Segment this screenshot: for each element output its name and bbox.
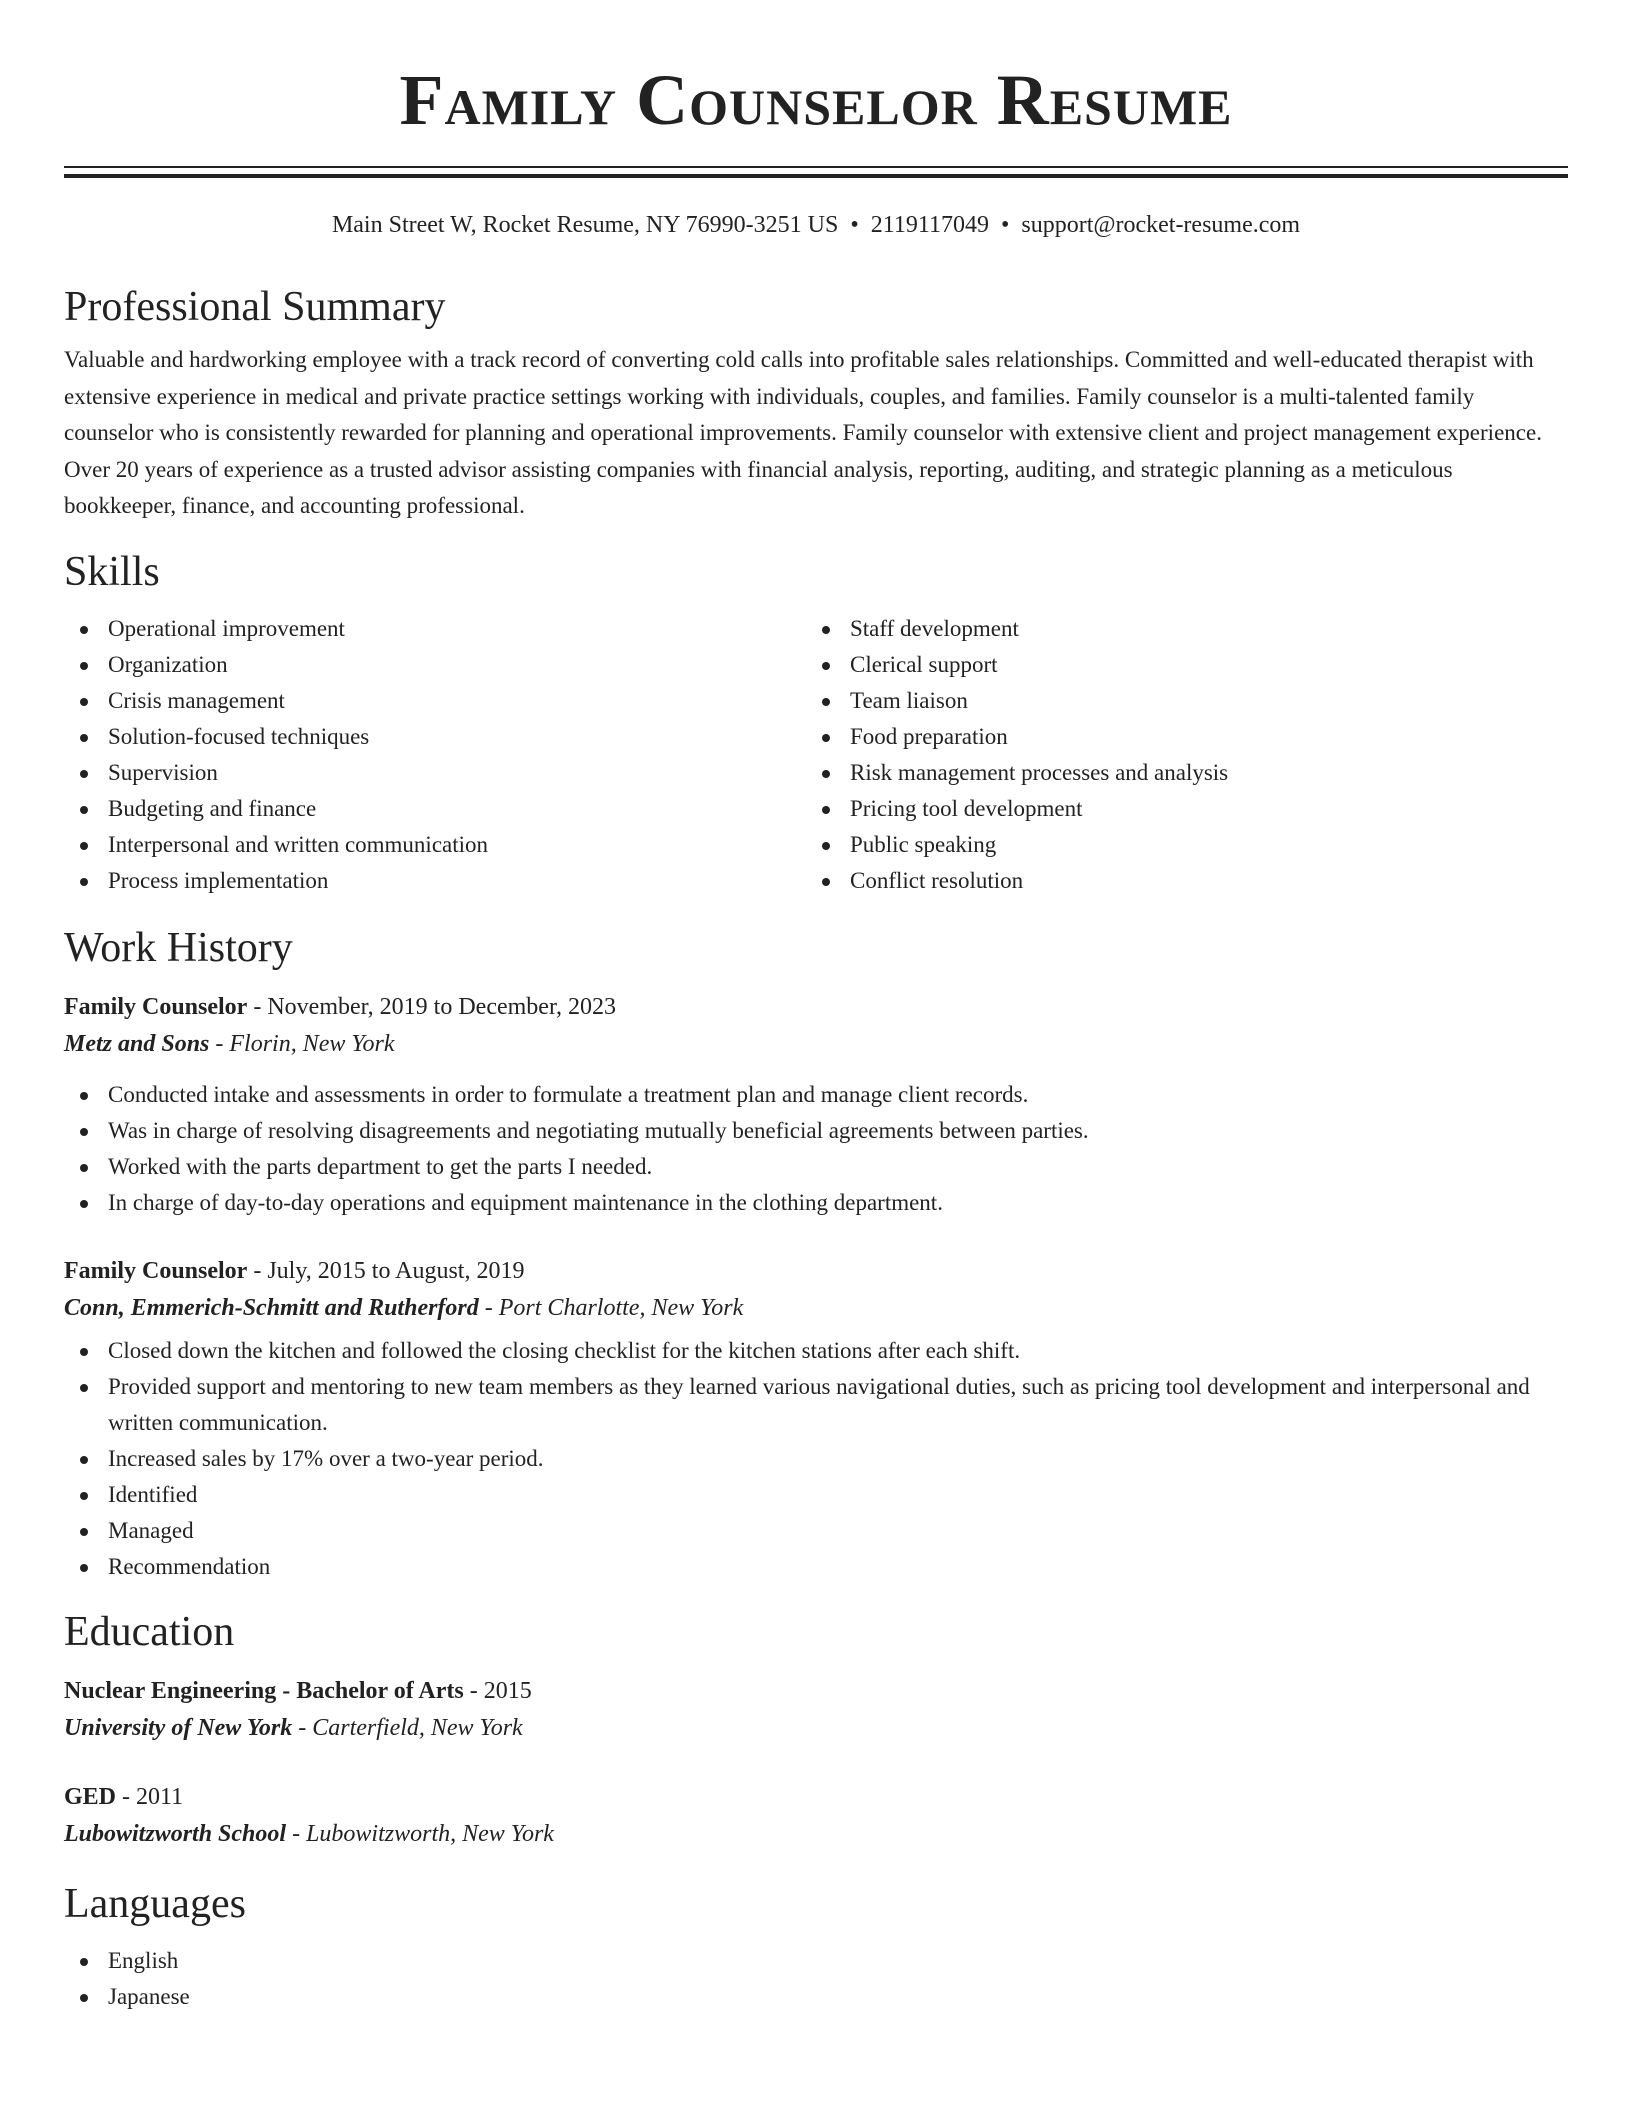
school-name: University of New York <box>64 1714 293 1741</box>
skill-item: Food preparation <box>806 719 1548 755</box>
languages-section <box>64 1879 1568 2015</box>
job-bullet: Was in charge of resolving disagreements and negotiating mutually beneficial agreements between parties. <box>64 1113 1568 1149</box>
job-bullet: Recommendation <box>64 1549 1568 1585</box>
contact-email: support@rocket-resume.com <box>1021 212 1301 238</box>
skill-item: Risk management processes and analysis <box>806 755 1548 791</box>
skill-item: Budgeting and finance <box>64 791 806 827</box>
summary-section <box>64 282 1568 525</box>
company-location: Port Charlotte, New York <box>498 1294 744 1321</box>
work-history-heading: Work History <box>64 924 293 971</box>
resume-page <box>64 0 1568 2015</box>
title-rule-thick <box>64 174 1568 178</box>
skill-item: Pricing tool development <box>806 791 1548 827</box>
summary-text: Valuable and hardworking employee with a track record of converting cold calls into profitable sales relationships. Committed and well-educated therapist with extensive experience in medical and private practice settings working with individuals, couples, and families. Family counselor is a multi-talented family counselor who is consistently rewarded for planning and operational improvements. Family counselor with extensive client and project management experience. Over 20 years of experience as a trusted advisor assisting companies with financial analysis, reporting, auditing, and strategic planning as a meticulous bookkeeper, finance, and accounting professional. <box>64 347 1542 518</box>
job-bullets <box>64 1333 1568 1585</box>
work-history-section <box>64 923 1568 1585</box>
skill-item: Clerical support <box>806 647 1548 683</box>
skills-list-left <box>64 611 806 899</box>
resume-title: Family Counselor Resume <box>399 60 1233 140</box>
summary-heading: Professional Summary <box>64 284 446 330</box>
skills-grid <box>64 611 1568 899</box>
skill-item: Interpersonal and written communication <box>64 827 806 863</box>
degree-year: 2015 <box>483 1677 532 1704</box>
contact-line <box>64 210 1568 240</box>
skill-item: Operational improvement <box>64 611 806 647</box>
skill-item: Staff development <box>806 611 1548 647</box>
contact-separator: • <box>850 212 859 238</box>
degree-name: GED <box>64 1783 117 1810</box>
title-rule-thin <box>64 166 1568 168</box>
skills-heading: Skills <box>64 548 160 595</box>
language-item: English <box>64 1943 1568 1979</box>
company-location: Florin, New York <box>229 1030 395 1057</box>
job-dates: July, 2015 to August, 2019 <box>267 1257 525 1284</box>
skill-item: Public speaking <box>806 827 1548 863</box>
job-bullet: Increased sales by 17% over a two-year period. <box>64 1441 1568 1477</box>
skill-item: Organization <box>64 647 806 683</box>
skill-item: Solution-focused techniques <box>64 719 806 755</box>
language-item: Japanese <box>64 1979 1568 2015</box>
job-bullet: Conducted intake and assessments in order to formulate a treatment plan and manage client records. <box>64 1077 1568 1113</box>
job-bullets <box>64 1077 1568 1221</box>
company-line: Conn, Emmerich-Schmitt and Rutherford - Port Charlotte, New York <box>64 1294 744 1321</box>
contact-address: Main Street W, Rocket Resume, NY 76990-3251 US <box>331 212 839 238</box>
job-bullet: Managed <box>64 1513 1568 1549</box>
education-heading: Education <box>64 1608 235 1655</box>
job-title-line: Family Counselor - November, 2019 to December, 2023 <box>64 993 616 1020</box>
job-entry <box>64 989 1568 1221</box>
company-name: Conn, Emmerich-Schmitt and Rutherford <box>64 1294 479 1321</box>
company-name: Metz and Sons <box>64 1030 210 1057</box>
degree-year: 2011 <box>136 1783 184 1810</box>
education-entry <box>64 1779 1568 1853</box>
job-bullet: Identified <box>64 1477 1568 1513</box>
education-section <box>64 1607 1568 1853</box>
job-dates: November, 2019 to December, 2023 <box>267 993 616 1020</box>
job-title: Family Counselor <box>64 993 248 1020</box>
school-line: Lubowitzworth School - Lubowitzworth, New York <box>64 1820 554 1847</box>
skill-item: Conflict resolution <box>806 863 1548 899</box>
skill-item: Crisis management <box>64 683 806 719</box>
job-title: Family Counselor <box>64 1257 248 1284</box>
company-line: Metz and Sons - Florin, New York <box>64 1030 395 1057</box>
degree-line: Nuclear Engineering - Bachelor of Arts - 2015 <box>64 1677 532 1704</box>
languages-heading: Languages <box>64 1880 246 1927</box>
education-entry <box>64 1673 1568 1747</box>
school-location: Lubowitzworth, New York <box>306 1820 554 1847</box>
skill-item: Supervision <box>64 755 806 791</box>
school-location: Carterfield, New York <box>312 1714 523 1741</box>
job-bullet: Worked with the parts department to get the parts I needed. <box>64 1149 1568 1185</box>
job-title-line: Family Counselor - July, 2015 to August, 2019 <box>64 1257 525 1284</box>
job-entry <box>64 1253 1568 1585</box>
degree-line: GED - 2011 <box>64 1783 184 1810</box>
skills-list-right <box>806 611 1548 899</box>
school-line: University of New York - Carterfield, New York <box>64 1714 523 1741</box>
contact-phone: 2119117049 <box>870 212 989 238</box>
skill-item: Process implementation <box>64 863 806 899</box>
job-bullet: Closed down the kitchen and followed the closing checklist for the kitchen stations after each shift. <box>64 1333 1568 1369</box>
job-bullet: Provided support and mentoring to new team members as they learned various navigational duties, such as pricing tool development and interpersonal and written communication. <box>64 1369 1568 1441</box>
languages-list <box>64 1943 1568 2015</box>
school-name: Lubowitzworth School <box>64 1820 287 1847</box>
skills-section <box>64 547 1568 899</box>
contact-separator: • <box>1000 212 1010 238</box>
skill-item: Team liaison <box>806 683 1548 719</box>
job-bullet: In charge of day-to-day operations and equipment maintenance in the clothing department. <box>64 1185 1568 1221</box>
degree-name: Nuclear Engineering - Bachelor of Arts <box>64 1677 464 1704</box>
